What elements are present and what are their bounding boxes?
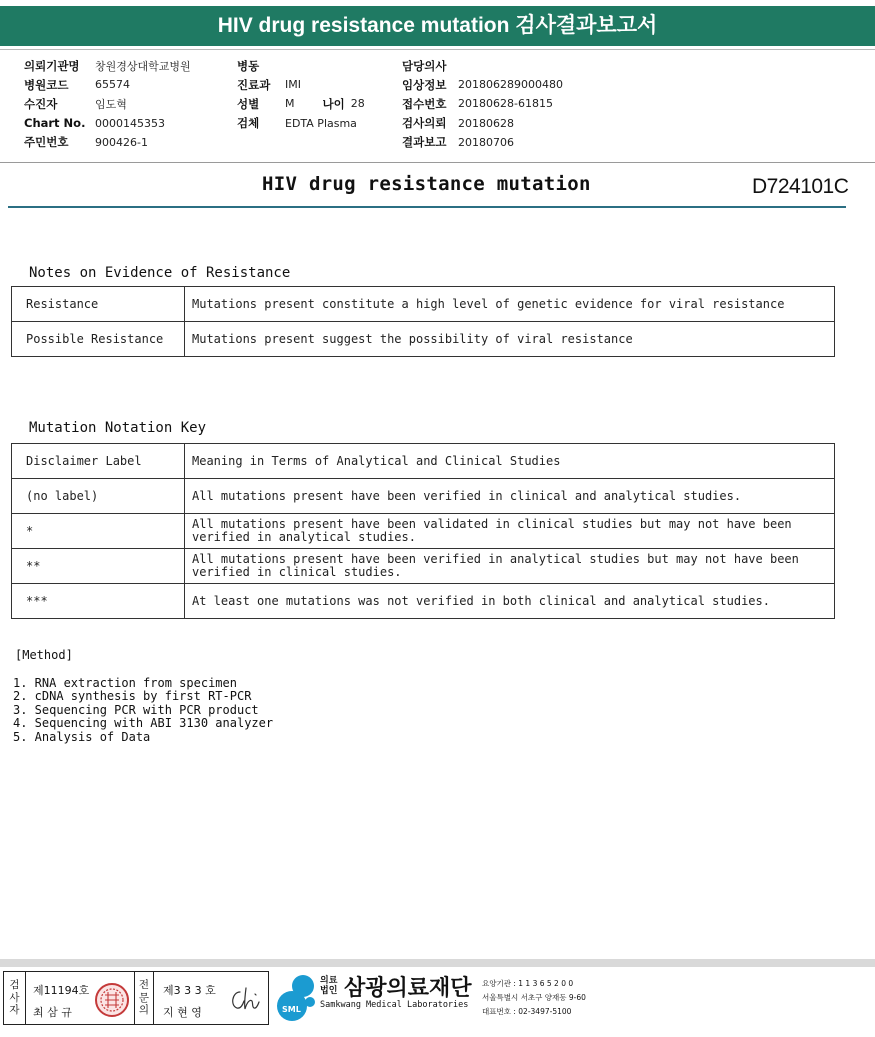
official-seal-icon	[94, 982, 130, 1018]
table-cell-label: *	[12, 514, 185, 549]
list-item: 5. Analysis of Data	[13, 729, 151, 744]
info-value: 65574	[95, 78, 130, 92]
info-row	[402, 75, 563, 94]
info-row	[237, 114, 365, 133]
table-row	[12, 549, 835, 584]
list-item: 4. Sequencing with ABI 3130 analyzer	[13, 716, 274, 731]
age-value: 28	[350, 97, 365, 111]
signature-box	[3, 971, 269, 1025]
info-label: 임상정보	[402, 77, 447, 92]
examiner-role-text: 검 사 자	[9, 979, 20, 1016]
info-label: 의뢰기관명	[24, 58, 80, 73]
info-row	[402, 94, 563, 113]
org-prefix: 의료법인	[320, 976, 338, 996]
test-code: D724101C	[752, 175, 849, 198]
info-value: 0000145353	[95, 116, 165, 130]
table-cell-label: (no label)	[12, 479, 185, 514]
age-label: 나이	[322, 96, 345, 111]
info-label: 결과보고	[402, 135, 447, 150]
method-list	[13, 677, 273, 744]
table-cell-label: ***	[12, 584, 185, 619]
org-name-ko: 삼광의료재단	[344, 976, 472, 1001]
sml-logo-icon	[272, 972, 318, 1026]
info-label: 성별	[237, 96, 260, 111]
info-label: 검사의뢰	[402, 116, 447, 131]
info-label: 담당의사	[402, 58, 447, 73]
table-row	[12, 444, 835, 479]
table-cell-text: Mutations present suggest the possibility of viral resistance	[185, 322, 835, 357]
info-row	[24, 56, 191, 75]
report-title: HIV drug resistance mutation 검사결과보고서	[0, 6, 875, 46]
footer-band	[0, 959, 875, 967]
info-label: 접수번호	[402, 96, 447, 111]
info-value: 20180706	[458, 135, 514, 149]
info-label: Chart No.	[24, 116, 86, 131]
table-row	[12, 287, 835, 322]
info-value: EDTA Plasma	[285, 116, 357, 130]
org-detail-line: 요양기관 : 1 1 3 6 5 2 0 0	[482, 979, 574, 988]
table-cell-text: Meaning in Terms of Analytical and Clinical Studies	[185, 444, 835, 479]
info-row	[402, 114, 563, 133]
notation-table	[11, 443, 835, 619]
table-cell-text: Mutations present constitute a high level of genetic evidence for viral resistance	[185, 287, 835, 322]
table-row	[12, 479, 835, 514]
org-detail-line: 서울특별시 서초구 양재동 9-60	[482, 993, 586, 1002]
test-title: HIV drug resistance mutation	[262, 173, 591, 195]
info-row	[237, 94, 365, 113]
specialist-role-text: 전 문 의	[138, 979, 150, 1016]
patient-info-col1	[24, 56, 191, 152]
info-value: 900426-1	[95, 135, 148, 149]
info-value: 201806289000480	[458, 78, 563, 92]
table-row	[12, 584, 835, 619]
info-label: 진료과	[237, 77, 271, 92]
org-detail-line: 대표번호 : 02-3497-5100	[482, 1007, 572, 1016]
table-row	[12, 514, 835, 549]
info-value: IMI	[285, 78, 301, 92]
table-cell-text: All mutations present have been verified in analytical studies but may not have been verified in clinical studies.	[185, 549, 835, 584]
info-label: 수진자	[24, 96, 58, 111]
table-cell-text: All mutations present have been verified in clinical and analytical studies.	[185, 479, 835, 514]
info-value: 임도혁	[95, 97, 127, 111]
signature-icon	[226, 984, 262, 1014]
examiner-name: 최 삼 규	[33, 1006, 72, 1019]
info-value: M	[285, 97, 295, 111]
info-row	[237, 75, 365, 94]
info-row	[24, 94, 191, 113]
table-cell-label: **	[12, 549, 185, 584]
patient-info-col2	[237, 56, 365, 133]
table-cell-label: Disclaimer Label	[12, 444, 185, 479]
table-cell-text: At least one mutations was not verified in both clinical and analytical studies.	[185, 584, 835, 619]
header-divider	[0, 162, 875, 163]
info-label: 병동	[237, 58, 260, 73]
examiner-license: 제11194호	[33, 984, 90, 997]
table-cell-text: All mutations present have been validated in clinical studies but may not have been verified in analytical studies.	[185, 514, 835, 549]
specialist-role	[134, 972, 154, 1024]
info-label: 검체	[237, 116, 260, 131]
notation-heading: Mutation Notation Key	[29, 420, 207, 436]
info-row	[237, 56, 365, 75]
table-row	[12, 322, 835, 357]
info-value: 20180628	[458, 116, 514, 130]
list-item: 3. Sequencing PCR with PCR product	[13, 702, 259, 717]
list-item: 2. cDNA synthesis by first RT-PCR	[13, 689, 252, 704]
table-cell-label: Resistance	[12, 287, 185, 322]
title-underline	[8, 206, 846, 208]
specialist-license: 제3 3 3 호	[163, 984, 216, 997]
list-item: 1. RNA extraction from specimen	[13, 676, 237, 690]
org-details	[482, 977, 586, 1019]
info-row	[402, 133, 563, 152]
info-label: 병원코드	[24, 77, 69, 92]
title-bar	[0, 0, 875, 50]
info-value: 20180628-61815	[458, 97, 553, 111]
info-row	[24, 75, 191, 94]
info-value: 창원경상대학교병원	[95, 59, 191, 73]
patient-info-col3	[402, 56, 563, 152]
examiner-role	[4, 972, 26, 1024]
logo-text: SML	[282, 1005, 301, 1014]
evidence-table	[11, 286, 835, 357]
specialist-name: 지 현 영	[163, 1006, 202, 1019]
info-row	[24, 114, 191, 133]
method-heading: [Method]	[15, 648, 73, 662]
evidence-heading: Notes on Evidence of Resistance	[29, 265, 291, 281]
table-cell-label: Possible Resistance	[12, 322, 185, 357]
org-name-en: Samkwang Medical Laboratories	[320, 1000, 469, 1010]
info-row	[24, 133, 191, 152]
info-label: 주민번호	[24, 135, 69, 150]
info-row	[402, 56, 563, 75]
